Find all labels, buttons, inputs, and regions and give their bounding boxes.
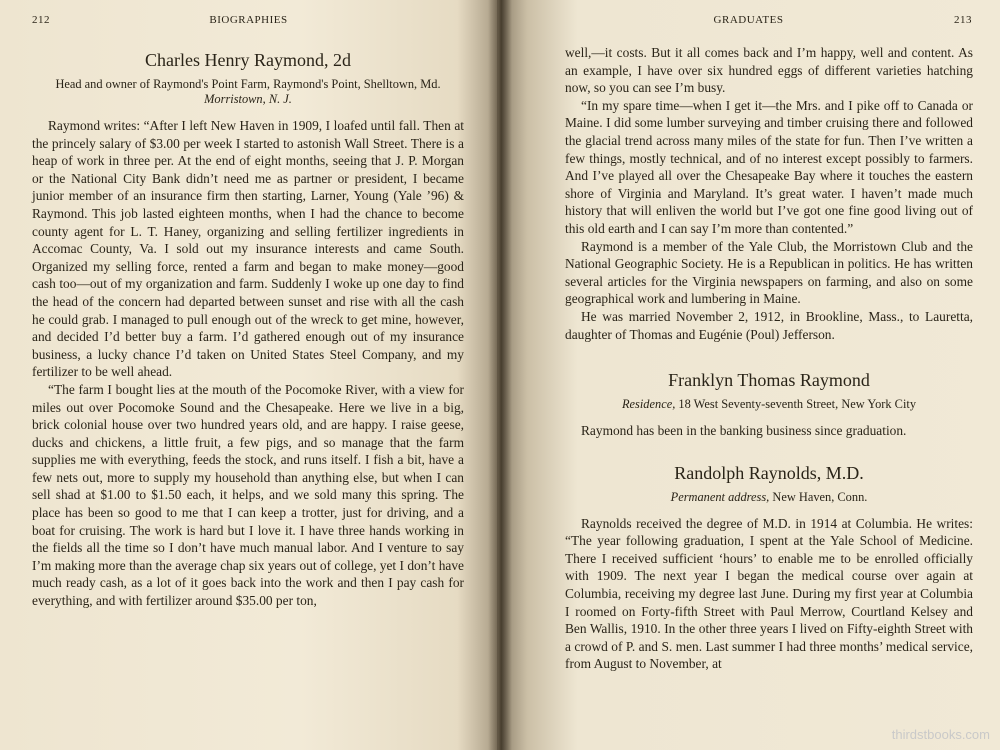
entry-name: Franklyn Thomas Raymond: [668, 370, 870, 391]
running-head: GRADUATES: [713, 14, 784, 26]
right-page: [497, 0, 1000, 750]
page-number: 213: [954, 14, 972, 26]
entry-name: Charles Henry Raymond, 2d: [145, 50, 351, 70]
body-paragraph: Raynolds received the degree of M.D. in 1914 at Columbia. He writes: “The year following graduation, I spent at the Yale School of Medicine. There I received sufficient ‘hours’ to enable me to be enrolled officially with 1909. The next year I began the medical course over again at Columbia, receiving my degree last June. During my first year at Columbia I roomed on Forty-fifth Street with Paul Merrow, Courtland Kelsey and Ben Wallis, 1910. In the other three years I lived on Fifty-eighth Street with a crowd of P. and S. men. Last summer I had three months’ medical service, from August to November, at: [565, 515, 973, 672]
book-gutter-shadow: [488, 0, 512, 750]
right-text-column: [565, 44, 973, 673]
body-paragraph: “The farm I bought lies at the mouth of the Pocomoke River, with a view for miles out over Pocomoke Sound and the Chesapeake. Here we live in a big, brick colonial house over two hundred years old, and are happy. I raise geese, ducks and chickens, a little fruit, a few pigs, and so manage that the farm supplies me with everything, feeds the stock, and runs itself. I fish a bit, have a few nets out, more to supply my household than anything else, but when I can sell shad at $1.00 to $1.50 each, it helps, and we sold many this spring. The place has been so good to me that I can keep a trotter, just for driving, and a boat for cruising. The work is hard but I love it. I have three hands working in the fields all the time so I don’t have much manual labor. And I venture to say I’m making more than the average chap six years out of college, yet I don’t have much ready cash, as a lot of it goes back into the work and then I pay cash for everything, and with fertilizer around $35.00 per ton,: [32, 381, 464, 609]
running-head: BIOGRAPHIES: [209, 14, 288, 26]
body-paragraph: Raymond writes: “After I left New Haven in 1909, I loafed until fall. Then at the princely salary of $3.00 per week I started to astonish Wall Street. There is a heap of work in three per. At the end of eight months, seeing that J. P. Morgan or the National City Bank didn’t need me as partner or president, I became junior member of an insurance firm then starting, Larner, Young (Yale ’96) & Raymond. This job lasted eighteen months, when I had the chance to become county agent for L. T. Haney, organizing and selling fertilizer ingredients in Accomac County, Va. I sold out my insurance interests and came South. Organized my selling force, rented a farm and began to make money—good cash too—out of my organization and farm. Suddenly I woke up one day to find the head of the concern had departed between sunset and rise with all the cash he could grab. I managed to pull enough out of the wreck to get mine, however, and decided I’d better buy a farm. I’d gathered enough out of my insurance business, a lucky chance I’d taken on United States Steel Company, and my fertilizer to be well ahead.: [32, 118, 464, 380]
entry-position: Head and owner of Raymond's Point Farm, Raymond's Point, Shelltown, Md.: [55, 77, 441, 91]
body-paragraph: well,—it costs. But it all comes back and I’m happy, well and content. As an example, I have over six hundred eggs of different varieties hatching now, so you can see I’m busy.: [565, 45, 973, 96]
body-paragraph: Raymond is a member of the Yale Club, the Morristown Club and the National Geographic Society. He is a Republican in politics. He has written several articles for the Virginia newspapers on farming, and also on some geographical work and lumbering in Maine.: [565, 238, 973, 307]
body-paragraph: “In my spare time—when I get it—the Mrs. and I pike off to Canada or Maine. I did some lumber surveying and timber cruising there and followed the glacial trend across many miles of the state for fun. Then I’ve written a few things, mostly technical, and of no interest except possibly to farmers. And I’ve played all over the Chesapeake Bay where it touches the eastern shore of Virginia and Maryland. It’s great water. I haven’t made much history that will enliven the world but I’ve got one fine good living out of this old earth and I can say I’m more than contented.”: [565, 97, 973, 236]
body-paragraph: Raymond has been in the banking business since graduation.: [581, 423, 907, 439]
watermark: thirdstbooks.com: [891, 727, 990, 742]
entry-name: Randolph Raynolds, M.D.: [674, 462, 864, 483]
body-paragraph: He was married November 2, 1912, in Brookline, Mass., to Lauretta, daughter of Thomas and Eugénie (Poul) Jefferson.: [565, 308, 973, 342]
left-text-column: [32, 49, 464, 610]
page-number: 212: [32, 14, 50, 26]
entry-location: Morristown, N. J.: [204, 92, 292, 106]
left-page: [0, 0, 497, 750]
entry-address: Residence, 18 West Seventy-seventh Street, New York City: [621, 397, 917, 412]
entry-address: Permanent address, New Haven, Conn.: [670, 489, 868, 504]
